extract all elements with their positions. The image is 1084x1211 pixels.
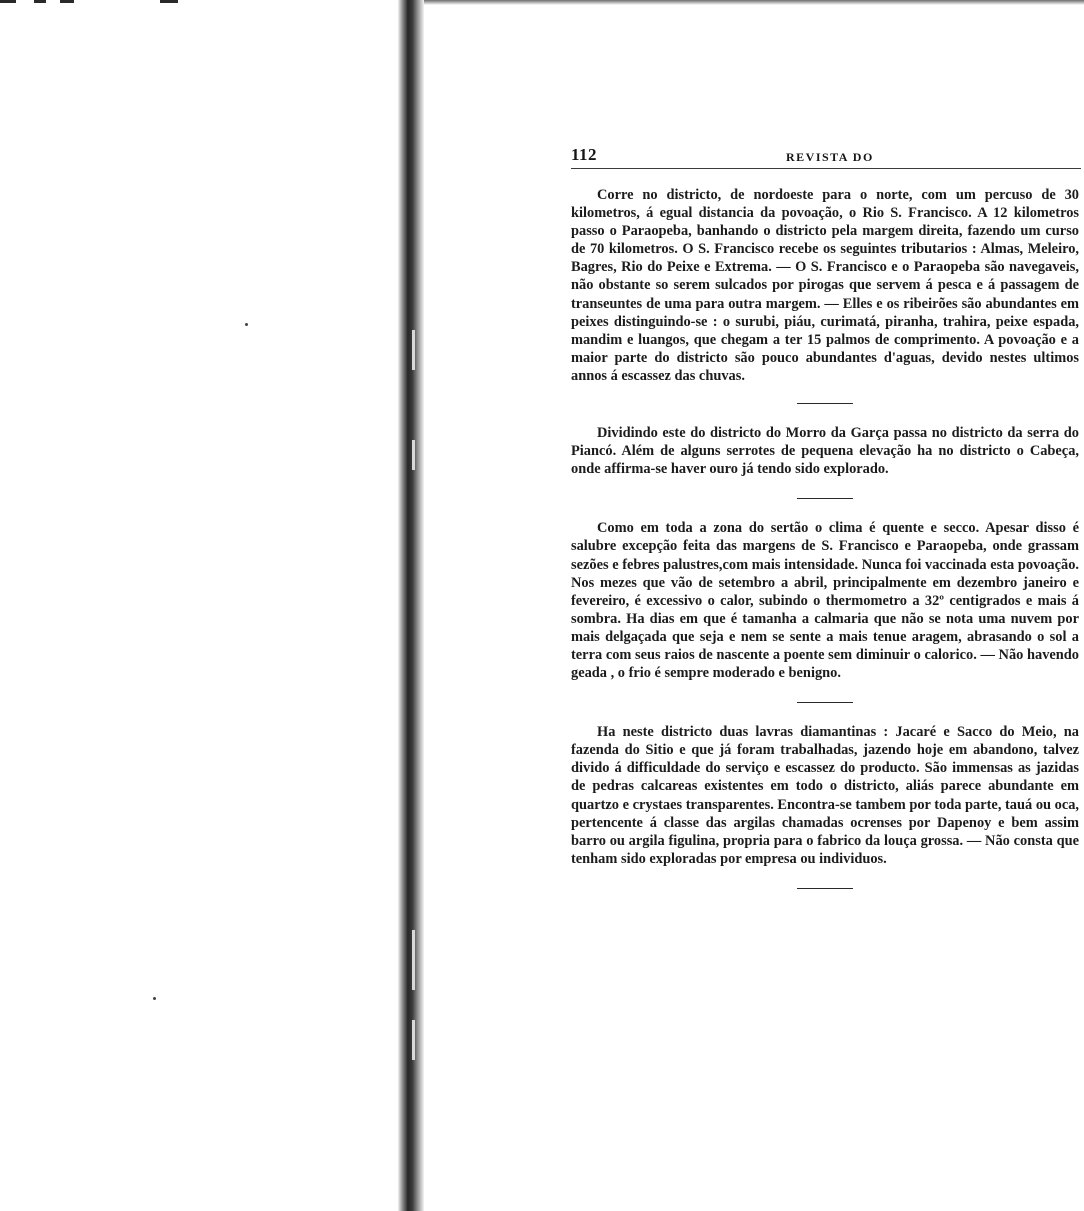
section-separator: [797, 498, 853, 499]
header-rule: [571, 168, 1081, 169]
blank-facing-page: [0, 0, 398, 1211]
scan-speck: [245, 323, 248, 326]
gutter-mark: [412, 330, 415, 370]
document-page: [424, 0, 1084, 1211]
running-title: REVISTA DO: [786, 150, 874, 164]
paragraph-minerals: Ha neste districto duas lavras diamantinas : Jacaré e Sacco do Meio, na fazenda do Sitio e que já foram trabalhadas, jazendo hoje em abandono, talvez divido á difficuldade do serviço e escassez do producto. São immensas as jazidas de pedras calcareas existentes em todo o districto, aliás parece abundante em quartzo e crystaes transparentes. Encontra-se tambem por toda parte, tauá ou oca, pertencente á classe das argilas chamadas ocrenses por Dapenoy e bem assim barro ou argila figulina, propria para o fabrico da louça grossa. — Não consta que tenham sido exploradas por empresa ou individuos.: [571, 724, 1079, 867]
gutter-mark: [412, 930, 415, 990]
paragraph-rivers: Corre no districto, de nordoeste para o norte, com um percuso de 30 kilometros, á egual distancia da povoação, o Rio S. Francisco. A 12 kilometros passo o Paraopeba, banhando o districto pela margem direita, fazendo um curso de 70 kilometros. O S. Francisco recebe os seguintes tributarios : Almas, Meleiro, Bagres, Rio do Peixe e Extrema. — O S. Francisco e o Paraopeba são navegaveis, não obstante so serem sulcados por pirogas que servem á pesca e á passagem de transeuntes de uma para outra margem. — Elles e os ribeirões são abundantes em peixes distinguindo-se : o surubi, piáu, curimatá, piranha, trahira, peixe espada, mandim e luangos, que chegam a ter 15 palmos de comprimento. A povoação e a maior parte do districto são pouco abundantes d'aguas, devido nestes ultimos annos á escassez das chuvas.: [571, 187, 1079, 384]
paragraph-mountains: Dividindo este do districto do Morro da Garça passa no districto da serra do Piancó. Além de alguns serrotes de pequena elevação ha no districto o Cabeça, onde affirma-se haver ouro já tendo sido explorado.: [571, 425, 1079, 478]
body-text: [571, 186, 1079, 889]
gutter-mark: [412, 1020, 415, 1060]
section-separator: [797, 403, 853, 404]
gutter-mark: [412, 440, 415, 470]
section-separator: [797, 888, 853, 889]
running-header: [571, 143, 1081, 171]
paragraph-climate: Como em toda a zona do sertão o clima é quente e secco. Apesar disso é salubre excepção feita das margens de S. Francisco e Paraopeba, onde grassam sezões e febres palustres,com mais intensidade. Nunca foi vaccinada esta povoação. Nos mezes que vão de setembro a abril, principalmente em dezembro janeiro e fevereiro, é excessivo o calor, subindo o thermometro a 32º centigrados e mais á sombra. Ha dias em que é tamanha a calmaria que não se nota uma nuvem por mais delgaçada que seja e nem se sente a mais tenue aragem, abrasando o sol a terra com seus raios de nascente a poente sem diminuir o calorico. — Não havendo geada , o frio é sempre moderado e benigno.: [571, 520, 1079, 682]
book-gutter-shadow: [398, 0, 424, 1211]
section-separator: [797, 702, 853, 703]
scan-artifact-marks: [0, 0, 200, 4]
scan-speck: [153, 997, 156, 1000]
page-number: 112: [571, 145, 598, 164]
